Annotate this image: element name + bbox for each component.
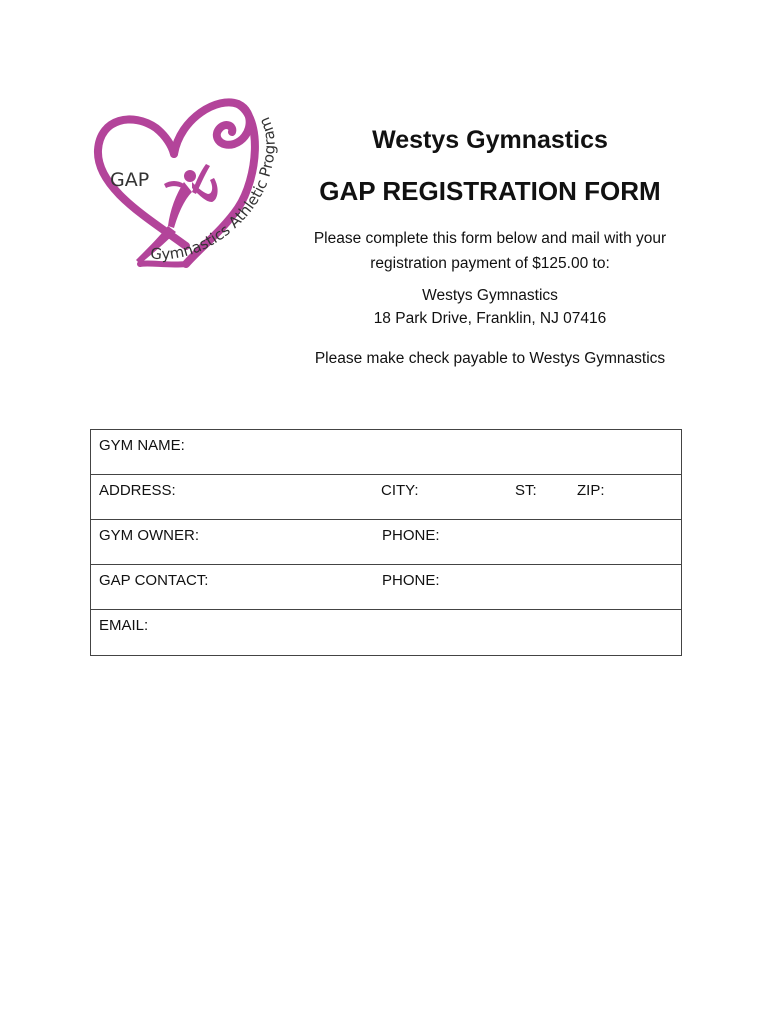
- logo-abbr: GAP: [110, 169, 150, 191]
- instructions-line-2: registration payment of $125.00 to:: [370, 255, 610, 272]
- payable-note: Please make check payable to Westys Gymnastics: [314, 350, 666, 367]
- zip-label: ZIP:: [577, 482, 605, 499]
- mail-name: Westys Gymnastics: [422, 287, 558, 304]
- registration-form: [90, 429, 682, 656]
- form-row-email[interactable]: [91, 610, 681, 655]
- mail-street: 18 Park Drive, Franklin, NJ 07416: [373, 310, 607, 327]
- gym-owner-label: GYM OWNER:: [99, 527, 199, 544]
- form-row-gym-owner[interactable]: [91, 520, 681, 565]
- form-row-gap-contact[interactable]: [91, 565, 681, 610]
- logo-arc-textpath: Gymnastics Athletic Program: [149, 114, 279, 264]
- contact-phone-label: PHONE:: [382, 572, 440, 589]
- heart-tail: [140, 263, 186, 264]
- address-label: ADDRESS:: [99, 482, 176, 499]
- gap-contact-label: GAP CONTACT:: [99, 572, 209, 589]
- gym-name-label: GYM NAME:: [99, 437, 185, 454]
- mailing-address: [290, 284, 690, 330]
- organization-name: Westys Gymnastics: [372, 126, 608, 154]
- instructions-line-1: Please complete this form below and mail with your: [313, 230, 667, 247]
- instructions: [290, 226, 690, 276]
- email-label: EMAIL:: [99, 617, 149, 634]
- city-label: CITY:: [381, 482, 419, 499]
- state-label: ST:: [515, 482, 537, 499]
- form-row-address[interactable]: [91, 475, 681, 520]
- owner-phone-label: PHONE:: [382, 527, 440, 544]
- form-title: GAP REGISTRATION FORM: [319, 176, 661, 206]
- gap-logo: [88, 88, 303, 278]
- form-row-gym-name[interactable]: [91, 430, 681, 475]
- heart-right-swirl: [174, 102, 250, 154]
